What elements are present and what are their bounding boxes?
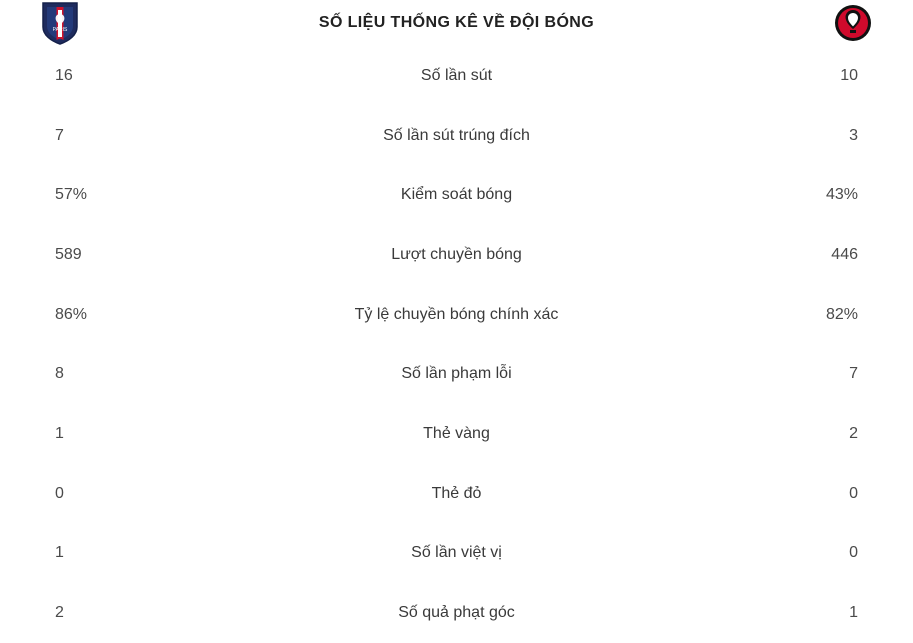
rennes-crest-icon: [833, 1, 873, 45]
away-value: 82%: [825, 305, 858, 323]
stat-label: Lượt chuyền bóng: [391, 245, 522, 263]
away-value: 0: [849, 484, 858, 502]
stat-label: Thẻ vàng: [423, 425, 490, 443]
stats-rows: [0, 46, 913, 643]
page-title: SỐ LIỆU THỐNG KÊ VỀ ĐỘI BÓNG: [318, 14, 595, 31]
stat-label: Số lần sút trúng đích: [383, 126, 530, 144]
home-value: 1: [55, 544, 64, 562]
svg-text:PARIS: PARIS: [52, 27, 68, 33]
stat-label: Số lần phạm lỗi: [401, 365, 512, 383]
stats-header: [0, 0, 913, 46]
table-row: [0, 404, 913, 464]
stat-label: Kiểm soát bóng: [400, 186, 513, 204]
home-value: 16: [55, 66, 73, 84]
table-row: [0, 345, 913, 405]
home-value: 2: [55, 604, 64, 622]
table-row: [0, 165, 913, 225]
home-team-crest-cell: [40, 1, 160, 45]
stat-label: Số quả phạt góc: [398, 604, 515, 622]
stat-label: Số lần sút: [420, 66, 493, 84]
psg-crest-icon: [40, 1, 80, 45]
home-value: 57%: [55, 186, 88, 204]
away-value: 2: [849, 425, 858, 443]
away-value: 0: [849, 544, 858, 562]
stat-label: Số lần việt vị: [411, 544, 502, 562]
away-team-crest-cell: [753, 1, 873, 45]
away-value: 446: [831, 245, 858, 263]
home-value: 86%: [55, 305, 88, 323]
stat-label: Tỷ lệ chuyền bóng chính xác: [354, 305, 559, 323]
home-value: 0: [55, 484, 64, 502]
home-value: 589: [55, 245, 82, 263]
table-row: [0, 225, 913, 285]
table-row: [0, 583, 913, 643]
home-value: 7: [55, 126, 64, 144]
away-value: 7: [849, 365, 858, 383]
home-value: 8: [55, 365, 64, 383]
stat-label: Thẻ đỏ: [431, 484, 482, 502]
home-value: 1: [55, 425, 64, 443]
table-row: [0, 285, 913, 345]
away-value: 10: [840, 66, 858, 84]
table-row: [0, 464, 913, 524]
away-value: 43%: [825, 186, 858, 204]
table-row: [0, 46, 913, 106]
away-value: 1: [849, 604, 858, 622]
table-row: [0, 106, 913, 166]
away-value: 3: [849, 126, 858, 144]
table-row: [0, 524, 913, 584]
